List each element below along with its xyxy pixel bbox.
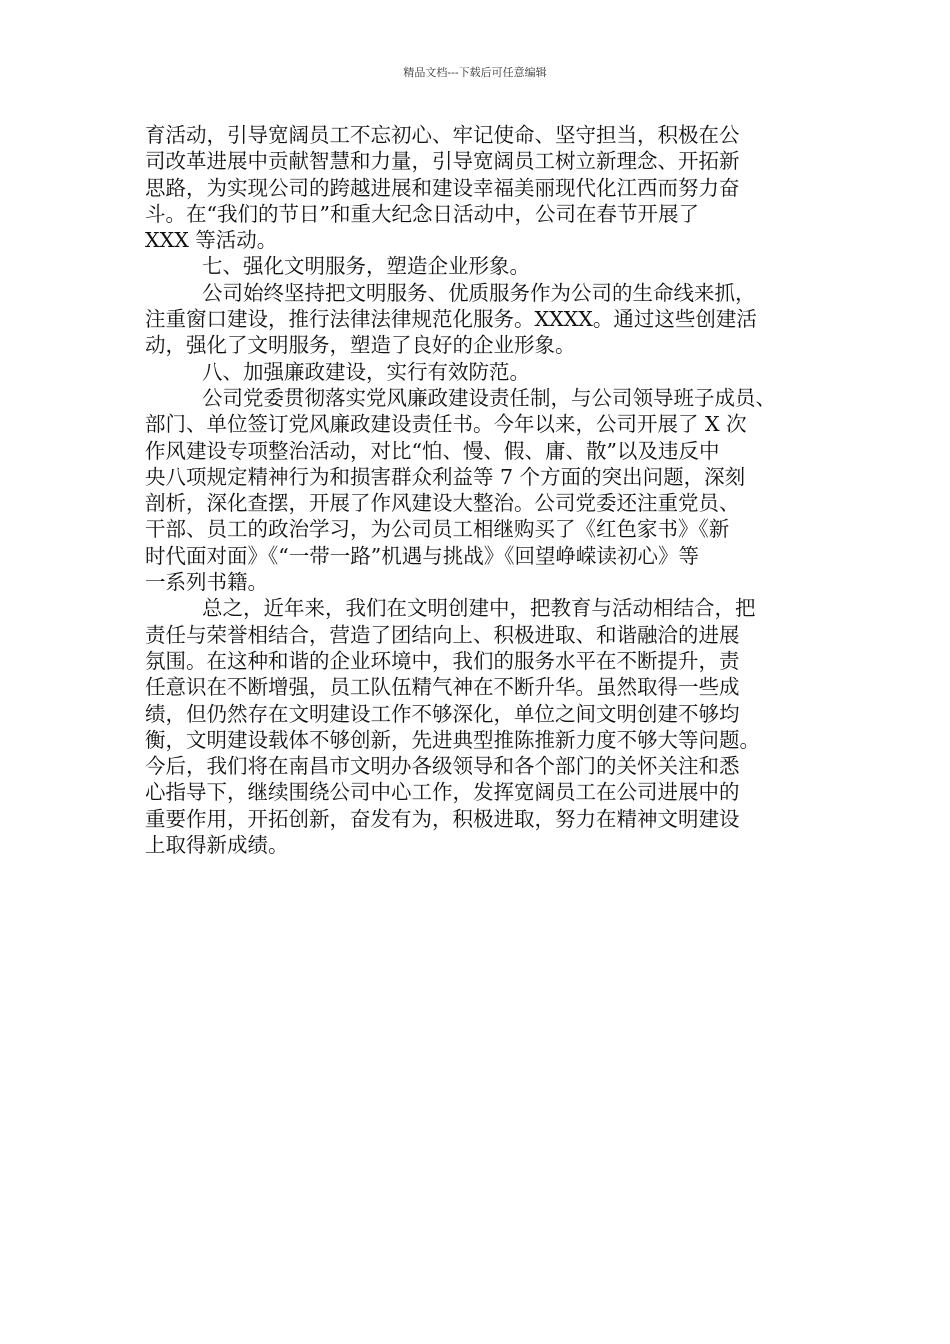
text-line: 注重窗口建设，推行法律法律规范化服务。XXXX。通过这些创建活 [145,307,757,332]
text-line: 公司始终坚持把文明服务、优质服务作为公司的生命线来抓， [202,280,756,305]
text-line: 今后，我们将在南昌市文明办各级领导和各个部门的关怀关注和悉 [145,754,740,779]
text-line: XXX 等活动。 [145,228,278,253]
text-line: 斗。在“我们的节日”和重大纪念日活动中，公司在春节开展了 [145,201,699,226]
text-line: 绩，但仍然存在文明建设工作不够深化，单位之间文明创建不够均 [145,701,740,726]
text-line: 央八项规定精神行为和损害群众利益等 7 个方面的突出问题，深刻 [145,464,746,489]
document-body [145,122,825,858]
text-line: 责任与荣誉相结合，营造了团结向上、积极进取、和谐融洽的进展 [145,622,740,647]
text-line: 剖析，深化查摆，开展了作风建设大整治。公司党委还注重党员、 [145,491,740,516]
text-line: 氛围。在这种和谐的企业环境中，我们的服务水平在不断提升，责 [145,648,740,673]
text-line: 公司党委贯彻落实党风廉政建设责任制，与公司领导班子成员、 [202,385,776,410]
text-line: 八、加强廉政建设，实行有效防范。 [202,359,530,384]
text-line: 七、强化文明服务，塑造企业形象。 [202,254,530,279]
page-header: 精品文档---下载后可任意编辑 [403,66,547,79]
text-line: 上取得新成绩。 [145,833,289,858]
text-line: 任意识在不断增强，员工队伍精气神在不断升华。虽然取得一些成 [145,675,740,700]
text-line: 一系列书籍。 [145,570,268,595]
text-line: 干部、员工的政治学习，为公司员工相继购买了《红色家书》《新 [145,517,730,542]
text-line: 部门、单位签订党风廉政建设责任书。今年以来，公司开展了 X 次 [145,412,747,437]
text-line: 动，强化了文明服务，塑造了良好的企业形象。 [145,333,576,358]
text-line: 作风建设专项整治活动，对比“怕、慢、假、庸、散”以及违反中 [145,438,720,463]
text-line: 总之，近年来，我们在文明创建中，把教育与活动相结合，把 [202,596,756,621]
text-line: 育活动，引导宽阔员工不忘初心、牢记使命、坚守担当，积极在公 [145,123,740,147]
text-line: 心指导下，继续围绕公司中心工作，发挥宽阔员工在公司进展中的 [145,780,740,805]
text-line: 司改革进展中贡献智慧和力量，引导宽阔员工树立新理念、开拓新 [145,149,740,174]
text-line: 重要作用，开拓创新，奋发有为，积极进取，努力在精神文明建设 [145,806,740,831]
text-line: 思路，为实现公司的跨越进展和建设幸福美丽现代化江西而努力奋 [145,175,740,200]
text-line: 衡，文明建设载体不够创新，先进典型推陈推新力度不够大等问题。 [145,727,760,752]
text-line: 时代面对面》《“一带一路”机遇与挑战》《回望峥嵘读初心》等 [145,543,699,568]
